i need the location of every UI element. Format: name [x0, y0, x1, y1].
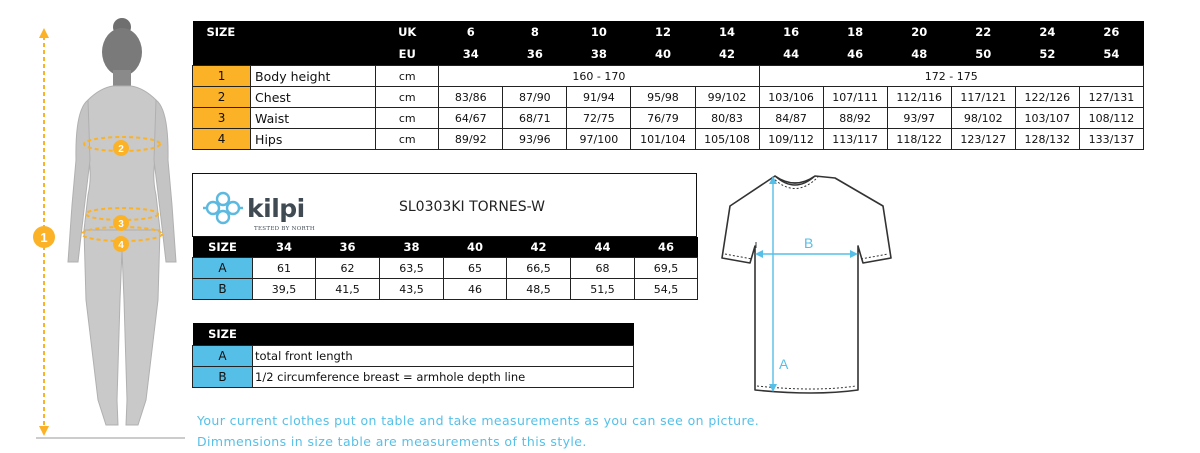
eu-label: EU — [376, 43, 439, 66]
size-header-label: SIZE — [193, 21, 376, 43]
brand-logo — [201, 188, 321, 230]
unit: cm — [376, 66, 439, 87]
instruction-note: Your current clothes put on table and take measurements as you can see on picture. — [197, 413, 760, 428]
row-number: 3 — [193, 108, 251, 129]
cell: 117/121 — [951, 87, 1015, 108]
svg-text:3: 3 — [118, 219, 124, 230]
legend-text: 1/2 circumference breast = armhole depth line — [253, 367, 634, 388]
eu-size: 38 — [567, 43, 631, 66]
cell: 43,5 — [380, 279, 444, 300]
waist-row — [193, 108, 1144, 129]
cell: 48,5 — [507, 279, 571, 300]
marker-2 — [113, 140, 129, 156]
uk-size: 16 — [759, 21, 823, 43]
cell: 105/108 — [695, 129, 759, 150]
size-value: 40 — [444, 237, 507, 258]
label-b: B — [804, 235, 814, 251]
eu-size: 40 — [631, 43, 695, 66]
uk-size: 8 — [503, 21, 567, 43]
hips-row — [193, 129, 1144, 150]
cell: 99/102 — [695, 87, 759, 108]
eu-size: 54 — [1079, 43, 1143, 66]
cell: 103/107 — [1015, 108, 1079, 129]
cell: 101/104 — [631, 129, 695, 150]
size-header-label: SIZE — [193, 323, 253, 346]
size-value: 38 — [380, 237, 444, 258]
cell: 122/126 — [1015, 87, 1079, 108]
row-name: Chest — [251, 87, 376, 108]
brand-name: kilpi — [247, 194, 305, 223]
instruction-note: Dimmensions in size table are measurements of this style. — [197, 434, 587, 449]
cell: 62 — [316, 258, 380, 279]
unit: cm — [376, 108, 439, 129]
cell: 103/106 — [759, 87, 823, 108]
uk-size: 6 — [439, 21, 503, 43]
cell: 88/92 — [823, 108, 887, 129]
cell: 72/75 — [567, 108, 631, 129]
size-header-label: SIZE — [193, 237, 253, 258]
legend-row-a — [193, 346, 634, 367]
uk-size-row — [193, 21, 1144, 43]
cell: 108/112 — [1079, 108, 1143, 129]
brand-tagline: TESTED BY NORTH — [254, 226, 315, 232]
body-height-row — [193, 66, 1144, 87]
eu-size-row — [193, 43, 1144, 66]
body-figure — [0, 0, 185, 453]
height-range: 172 - 175 — [759, 66, 1143, 87]
eu-size: 48 — [887, 43, 951, 66]
row-name: Waist — [251, 108, 376, 129]
eu-size: 50 — [951, 43, 1015, 66]
legend-label: A — [193, 346, 253, 367]
kilpi-knot-icon — [201, 188, 245, 228]
cell: 133/137 — [1079, 129, 1143, 150]
cell: 113/117 — [823, 129, 887, 150]
uk-size: 12 — [631, 21, 695, 43]
uk-label: UK — [376, 21, 439, 43]
product-measurement-table — [192, 237, 698, 300]
product-header — [192, 173, 697, 237]
cell: 123/127 — [951, 129, 1015, 150]
cell: 109/112 — [759, 129, 823, 150]
cell: 51,5 — [571, 279, 635, 300]
cell: 128/132 — [1015, 129, 1079, 150]
row-number: 2 — [193, 87, 251, 108]
uk-size: 18 — [823, 21, 887, 43]
cell: 63,5 — [380, 258, 444, 279]
cell: 89/92 — [439, 129, 503, 150]
cell: 87/90 — [503, 87, 567, 108]
cell: 65 — [444, 258, 507, 279]
svg-text:2: 2 — [118, 144, 124, 155]
cell: 95/98 — [631, 87, 695, 108]
cell: 46 — [444, 279, 507, 300]
eu-size: 52 — [1015, 43, 1079, 66]
marker-3 — [113, 215, 129, 231]
legend-label: B — [193, 367, 253, 388]
row-label: A — [193, 258, 253, 279]
unit: cm — [376, 129, 439, 150]
eu-size: 34 — [439, 43, 503, 66]
eu-size: 46 — [823, 43, 887, 66]
cell: 61 — [253, 258, 316, 279]
svg-text:4: 4 — [118, 240, 124, 251]
measurement-row-b — [193, 279, 698, 300]
eu-size: 36 — [503, 43, 567, 66]
cell: 112/116 — [887, 87, 951, 108]
product-size-row — [193, 237, 698, 258]
uk-size: 24 — [1015, 21, 1079, 43]
measurement-legend-table — [192, 323, 634, 388]
cell: 80/83 — [695, 108, 759, 129]
cell: 69,5 — [635, 258, 698, 279]
size-value: 44 — [571, 237, 635, 258]
marker-4 — [113, 236, 129, 252]
unit: cm — [376, 87, 439, 108]
marker-1 — [33, 226, 55, 248]
row-label: B — [193, 279, 253, 300]
row-name: Body height — [251, 66, 376, 87]
uk-size: 26 — [1079, 21, 1143, 43]
cell: 118/122 — [887, 129, 951, 150]
svg-text:1: 1 — [40, 230, 48, 245]
cell: 41,5 — [316, 279, 380, 300]
eu-size: 44 — [759, 43, 823, 66]
cell: 84/87 — [759, 108, 823, 129]
cell: 68/71 — [503, 108, 567, 129]
measurement-row-a — [193, 258, 698, 279]
legend-row-b — [193, 367, 634, 388]
cell: 54,5 — [635, 279, 698, 300]
uk-size: 22 — [951, 21, 1015, 43]
size-chart-table — [192, 21, 1144, 150]
row-name: Hips — [251, 129, 376, 150]
cell: 66,5 — [507, 258, 571, 279]
cell: 98/102 — [951, 108, 1015, 129]
height-range: 160 - 170 — [439, 66, 759, 87]
row-number: 4 — [193, 129, 251, 150]
cell: 91/94 — [567, 87, 631, 108]
cell: 76/79 — [631, 108, 695, 129]
size-value: 46 — [635, 237, 698, 258]
cell: 93/97 — [887, 108, 951, 129]
cell: 97/100 — [567, 129, 631, 150]
cell: 127/131 — [1079, 87, 1143, 108]
size-value: 34 — [253, 237, 316, 258]
cell: 64/67 — [439, 108, 503, 129]
size-value: 42 — [507, 237, 571, 258]
label-a: A — [779, 356, 789, 372]
uk-size: 14 — [695, 21, 759, 43]
cell: 107/111 — [823, 87, 887, 108]
cell: 83/86 — [439, 87, 503, 108]
eu-size: 42 — [695, 43, 759, 66]
row-number: 1 — [193, 66, 251, 87]
uk-size: 20 — [887, 21, 951, 43]
size-value: 36 — [316, 237, 380, 258]
tshirt-diagram — [715, 168, 915, 398]
cell: 93/96 — [503, 129, 567, 150]
product-name: SL0303KI TORNES-W — [399, 199, 545, 215]
legend-header-row — [193, 323, 634, 346]
uk-size: 10 — [567, 21, 631, 43]
cell: 39,5 — [253, 279, 316, 300]
chest-row — [193, 87, 1144, 108]
cell: 68 — [571, 258, 635, 279]
legend-text: total front length — [253, 346, 634, 367]
